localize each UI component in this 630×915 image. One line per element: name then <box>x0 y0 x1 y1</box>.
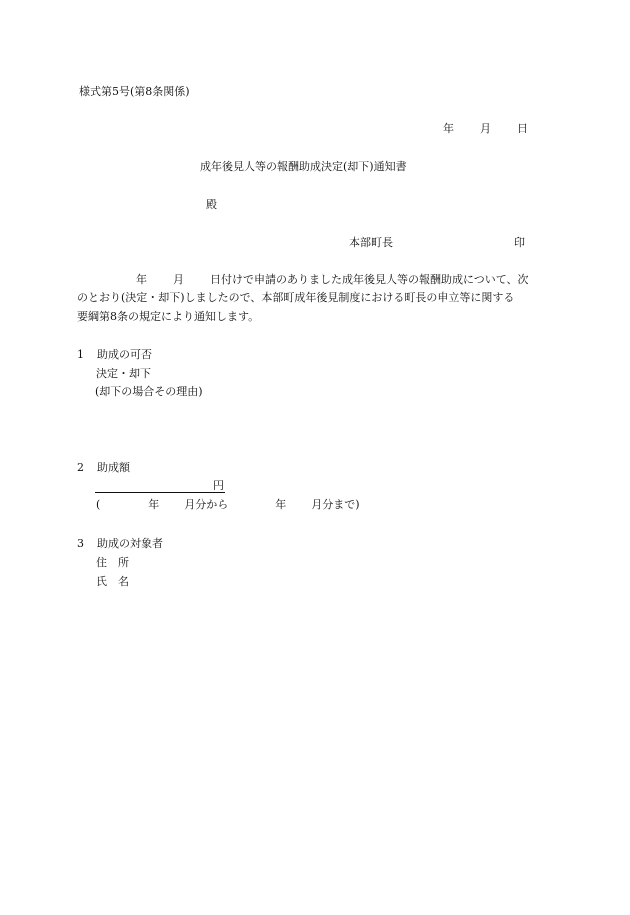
body-year-label: 年 <box>136 273 147 286</box>
period-line <box>96 498 360 512</box>
name-label: 氏 名 <box>96 575 129 588</box>
rejection-reason-note: (却下の場合その理由) <box>95 385 203 398</box>
section-2-heading <box>77 461 130 475</box>
body-line-1-text: 日付けで申請のありました成年後見人等の報酬助成について、次 <box>210 273 529 286</box>
section-1-heading <box>77 348 152 362</box>
section-3-title: 助成の対象者 <box>97 537 163 550</box>
body-line-2: のとおり(決定・却下)しましたので、本部町成年後見制度における町長の申立等に関する <box>77 291 515 304</box>
date-month-label: 月 <box>480 122 491 135</box>
address-label: 住 所 <box>96 556 129 569</box>
decision-options: 決定・却下 <box>96 367 151 380</box>
period-month-to: 月分まで) <box>311 498 360 511</box>
date-year-label: 年 <box>443 122 454 135</box>
addressee-suffix: 殿 <box>206 198 217 211</box>
period-year-2: 年 <box>275 498 287 511</box>
date-line <box>443 122 528 136</box>
amount-blank-line <box>95 492 225 493</box>
section-1-title: 助成の可否 <box>97 348 152 361</box>
period-open-paren: ( <box>96 498 101 511</box>
issuer-name: 本部町長 <box>349 236 393 249</box>
document-title: 成年後見人等の報酬助成決定(却下)通知書 <box>200 160 407 173</box>
currency-unit: 円 <box>213 479 224 492</box>
section-3-heading <box>77 537 163 551</box>
period-month-from: 月分から <box>184 498 229 511</box>
body-line-3: 要綱第8条の規定により通知します。 <box>77 310 260 323</box>
section-2-number: 2 <box>77 461 84 474</box>
form-number: 様式第5号(第8条関係) <box>79 85 190 98</box>
seal-mark: 印 <box>514 236 525 249</box>
section-1-number: 1 <box>77 348 84 361</box>
section-3-number: 3 <box>77 537 84 550</box>
date-day-label: 日 <box>517 122 528 135</box>
body-line-1 <box>136 273 529 287</box>
body-month-label: 月 <box>173 273 184 286</box>
period-year-1: 年 <box>148 498 160 511</box>
section-2-title: 助成額 <box>97 461 130 474</box>
